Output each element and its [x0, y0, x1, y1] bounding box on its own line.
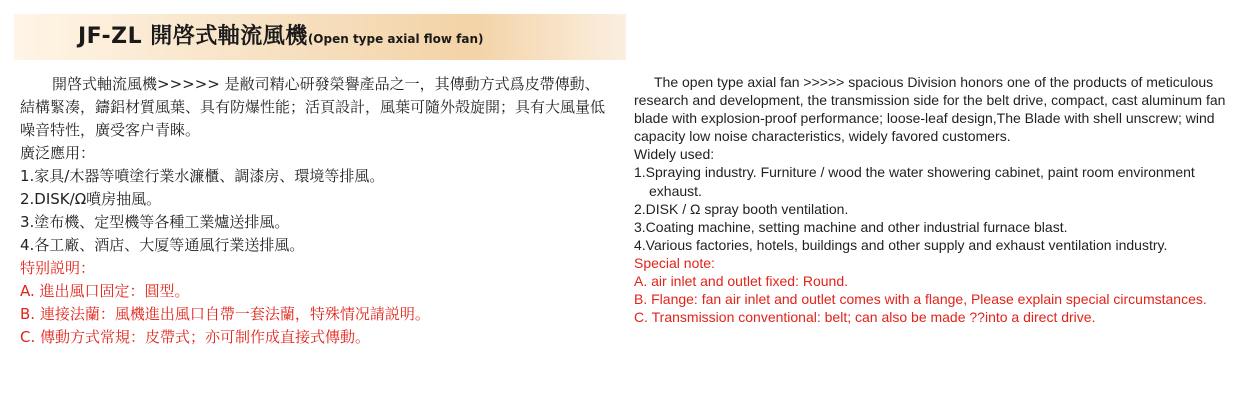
- english-description-column: [634, 73, 1234, 326]
- product-title-main: JF-ZL 開啓式軸流風機: [78, 24, 308, 49]
- zh-note-heading: 特别説明：: [20, 259, 96, 277]
- zh-usage-heading: 廣泛應用：: [20, 144, 96, 162]
- en-intro-paragraph: The open type axial fan >>>>> spacious Division honors one of the products of meticulous research and development, the transmission side for the belt drive, compact, cast aluminum fan blade with explosion-proof performance; loose-leaf design,The Blade with shell unscrew; wind capacity low noise characteristics, widely favored customers.: [634, 74, 1226, 145]
- en-usage-item-1: 1.Spraying industry. Furniture / wood the water showering cabinet, paint room environment exhaust.: [634, 164, 1195, 199]
- en-note-b: B. Flange: fan air inlet and outlet comes with a flange, Please explain special circumstances.: [634, 291, 1207, 308]
- en-usage-heading: Widely used:: [634, 146, 715, 163]
- zh-usage-item-4: 4.各工廠、酒店、大厦等通風行業送排風。: [20, 236, 305, 254]
- zh-usage-item-3: 3.塗布機、定型機等各種工業爐送排風。: [20, 213, 290, 231]
- en-usage-item-3: 3.Coating machine, setting machine and other industrial furnace blast.: [634, 218, 1068, 235]
- zh-intro-paragraph: 開啓式軸流風機>>>>> 是敝司精心研發榮譽產品之一，其傳動方式爲皮帶傳動、結構緊凑，鑄鋁材質風葉、具有防爆性能；活頁設計，風葉可隨外殻旋開；具有大風量低噪音特性，廣受客户青睞。: [20, 75, 606, 139]
- zh-usage-item-1: 1.家具/木器等噴塗行業水濂櫃、調漆房、環境等排風。: [20, 167, 385, 185]
- zh-usage-item-2: 2.DISK/Ω噴房抽風。: [20, 190, 162, 208]
- product-title: [78, 19, 484, 50]
- en-note-a: A. air inlet and outlet fixed: Round.: [634, 273, 849, 290]
- zh-note-b: B. 連接法蘭：風機進出風口自帶一套法蘭，特殊情况請説明。: [20, 305, 430, 323]
- zh-note-c: C. 傳動方式常規：皮帶式；亦可制作成直接式傳動。: [20, 328, 371, 346]
- en-usage-item-4: 4.Various factories, hotels, buildings and other supply and exhaust ventilation industry.: [634, 236, 1168, 253]
- en-note-c: C. Transmission conventional: belt; can also be made ??into a direct drive.: [634, 309, 1096, 326]
- chinese-description-column: [20, 73, 605, 349]
- zh-note-a: A. 進出風口固定：圓型。: [20, 282, 190, 300]
- en-note-heading: Special note:: [634, 254, 715, 271]
- product-title-english: (Open type axial flow fan): [307, 32, 484, 46]
- en-usage-item-2: 2.DISK / Ω spray booth ventilation.: [634, 200, 849, 217]
